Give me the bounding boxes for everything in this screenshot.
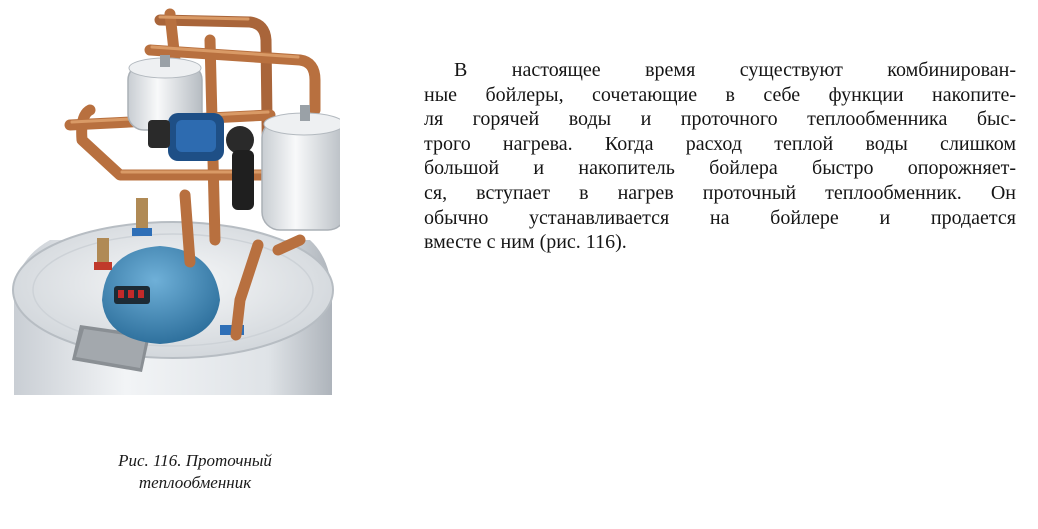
paragraph-line: трого нагрева. Когда расход теплой воды слишком	[424, 132, 1016, 155]
figure-caption	[60, 450, 330, 494]
boiler-heat-exchanger-photo	[10, 0, 340, 410]
paragraph-line: В настоящее время существуют комбинирован-	[454, 59, 1016, 81]
paragraph-line: большой и накопитель бойлера быстро опорожняет-	[424, 157, 1016, 180]
figure-caption-line-2: теплообменник	[138, 473, 252, 492]
paragraph-line: ля горячей воды и проточного теплообменника быс-	[424, 108, 1016, 131]
paragraph-line: обычно устанавливается на бойлере и продается	[424, 206, 1016, 229]
expansion-vessel-right	[262, 105, 340, 230]
paragraph-line: ся, вступает в нагрев проточный теплообменник. Он	[424, 181, 1016, 204]
paragraph-line: ные бойлеры, сочетающие в себе функции накопите-	[424, 83, 1016, 106]
circulation-pump	[148, 113, 254, 210]
paragraph-line: вместе с ним (рис. 116).	[424, 231, 627, 254]
figure-caption-line-1: Рис. 116. Проточный	[118, 451, 272, 470]
body-paragraph	[424, 58, 1016, 255]
